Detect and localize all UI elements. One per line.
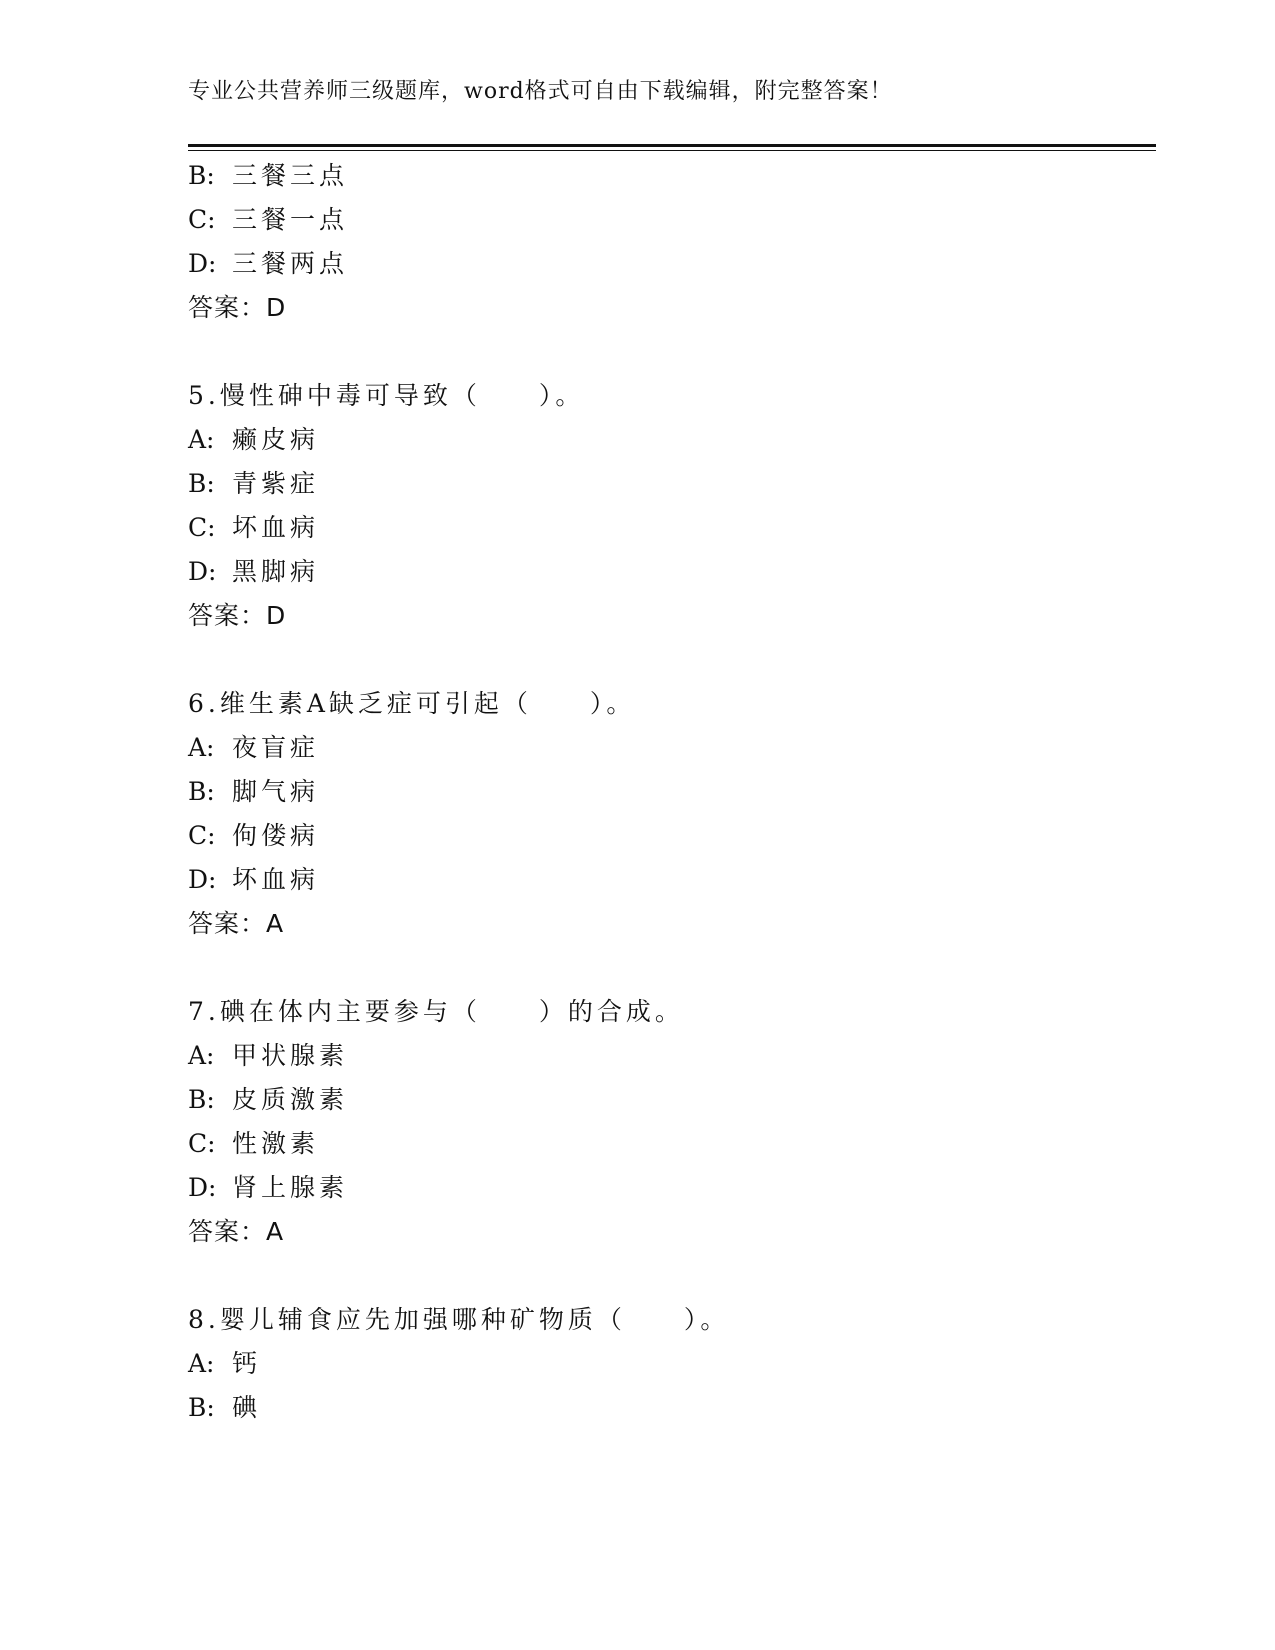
option-text: 三餐一点: [232, 205, 349, 234]
document-header: 专业公共营养师三级题库，word格式可自由下载编辑，附完整答案！: [188, 79, 893, 104]
option-line: [188, 1084, 348, 1116]
option-line: [188, 1392, 261, 1424]
question-stem: 5.慢性砷中毒可导致（ ）。: [188, 381, 585, 410]
question-stem: 7.碘在体内主要参与（ ）的合成。: [188, 997, 684, 1026]
answer-line: 答案：D: [188, 293, 287, 322]
answer-line: 答案：D: [188, 601, 287, 630]
option-letter: B:: [188, 1085, 215, 1114]
option-letter: B:: [188, 1393, 215, 1422]
option-line: [188, 512, 319, 544]
option-letter: D:: [188, 865, 217, 894]
option-letter: D:: [188, 249, 217, 278]
question-stem: 8.婴儿辅食应先加强哪种矿物质（ ）。: [188, 1305, 730, 1334]
option-line: [188, 204, 348, 236]
option-text: 佝偻病: [232, 821, 320, 850]
answer-line: 答案：A: [188, 909, 285, 938]
header-rule-thick: [188, 144, 1156, 147]
option-text: 坏血病: [232, 865, 320, 894]
option-text: 甲状腺素: [232, 1041, 349, 1070]
option-text: 碘: [232, 1393, 262, 1422]
option-text: 三餐三点: [232, 161, 349, 190]
option-line: [188, 864, 319, 896]
question-stem: 6.维生素A缺乏症可引起（ ）。: [188, 689, 636, 718]
option-text: 坏血病: [232, 513, 320, 542]
option-letter: A:: [188, 425, 215, 454]
option-text: 黑脚病: [232, 557, 320, 586]
option-text: 三餐两点: [232, 249, 349, 278]
option-letter: C:: [188, 513, 216, 542]
option-line: [188, 468, 319, 500]
option-letter: C:: [188, 821, 216, 850]
option-letter: C:: [188, 205, 216, 234]
option-letter: D:: [188, 557, 217, 586]
option-line: [188, 556, 319, 588]
option-letter: B:: [188, 469, 215, 498]
option-line: [188, 1172, 348, 1204]
option-text: 肾上腺素: [232, 1173, 349, 1202]
option-text: 癞皮病: [232, 425, 320, 454]
option-line: [188, 1128, 319, 1160]
option-line: [188, 776, 319, 808]
option-letter: C:: [188, 1129, 216, 1158]
option-letter: B:: [188, 161, 215, 190]
option-line: [188, 820, 319, 852]
option-line: [188, 248, 348, 280]
option-letter: A:: [188, 733, 215, 762]
option-text: 性激素: [232, 1129, 320, 1158]
option-text: 皮质激素: [232, 1085, 349, 1114]
option-text: 青紫症: [232, 469, 320, 498]
option-letter: B:: [188, 777, 215, 806]
option-line: [188, 1040, 348, 1072]
option-text: 夜盲症: [232, 733, 320, 762]
option-line: [188, 1348, 261, 1380]
answer-line: 答案：A: [188, 1217, 285, 1246]
option-letter: D:: [188, 1173, 217, 1202]
option-line: [188, 732, 319, 764]
option-text: 脚气病: [232, 777, 320, 806]
header-rule-thin: [188, 150, 1156, 151]
option-line: [188, 424, 319, 456]
option-letter: A:: [188, 1349, 215, 1378]
option-line: [188, 160, 348, 192]
option-text: 钙: [232, 1349, 262, 1378]
option-letter: A:: [188, 1041, 215, 1070]
